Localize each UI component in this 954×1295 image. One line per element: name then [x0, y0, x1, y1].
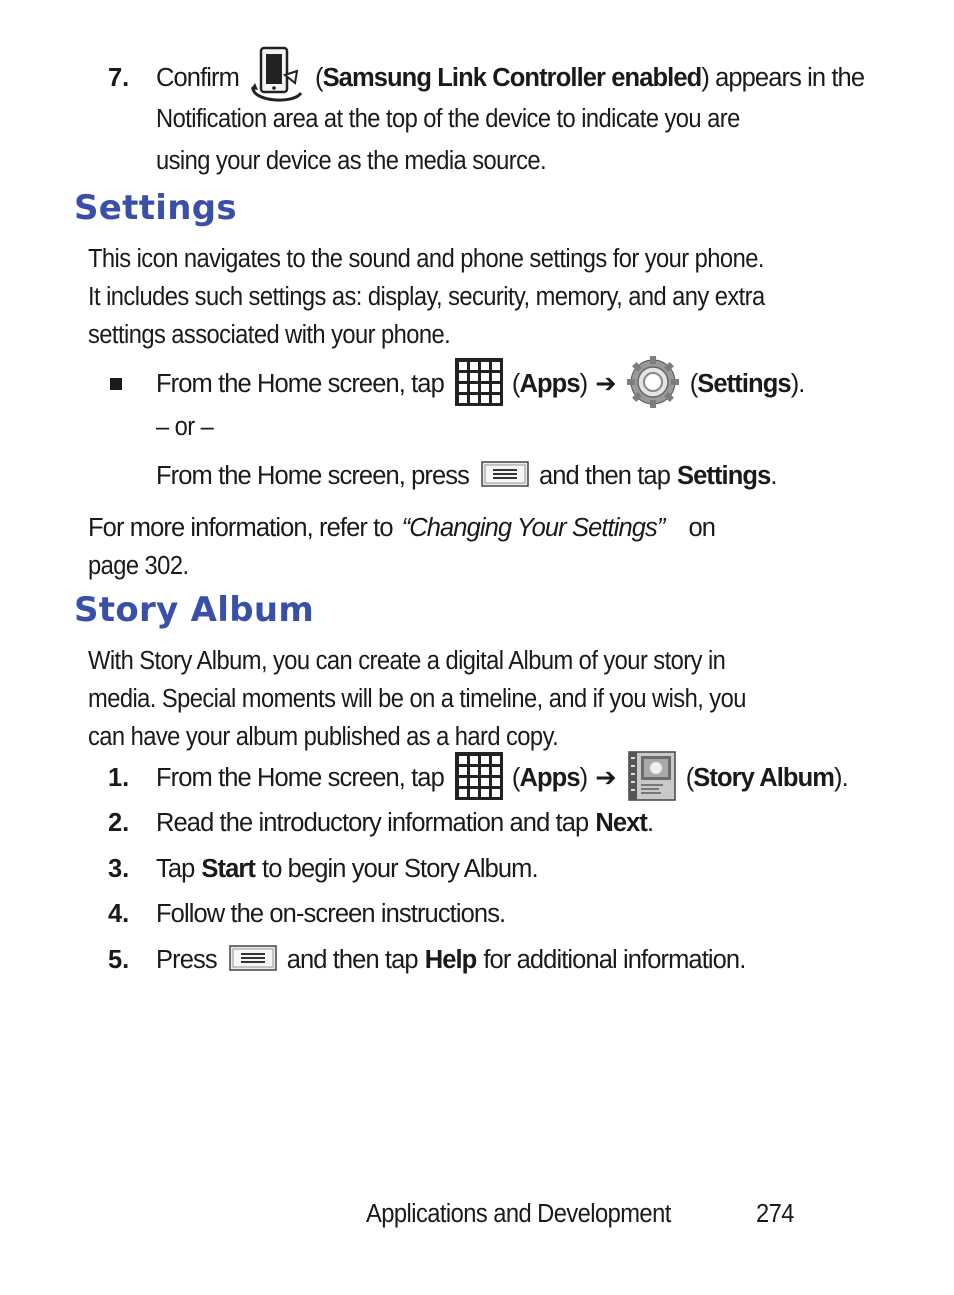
more-info-line	[88, 509, 715, 547]
story-step-5	[156, 941, 745, 979]
more-info-on: on	[688, 514, 716, 542]
story-step-4	[156, 895, 505, 933]
story-para-line: With Story Album, you can create a digital Album of your story in	[88, 647, 726, 675]
bullet-marker	[110, 378, 122, 390]
settings-label: Settings	[697, 370, 791, 398]
bullet-prefix: From the Home screen, tap	[156, 370, 444, 398]
settings-para-line: settings associated with your phone.	[88, 321, 451, 349]
step-number: 4.	[108, 900, 130, 928]
more-info-ref: “Changing Your Settings”	[401, 514, 665, 542]
step-number: 2.	[108, 809, 130, 837]
story-album-label: Story Album	[693, 764, 835, 792]
settings-para-line: It includes such settings as: display, security, memory, and any extra	[88, 283, 765, 311]
step7-after: ) appears in the	[701, 64, 865, 92]
step-number: 5.	[108, 946, 130, 974]
menu-key-icon	[481, 461, 529, 492]
step-suffix: to begin your Story Album.	[262, 855, 538, 883]
story-step-3	[156, 850, 538, 888]
step-mid: and then tap	[286, 946, 418, 974]
step-bold: Start	[201, 855, 256, 883]
story-para-line: media. Special moments will be on a timeline, and if you wish, you	[88, 685, 746, 713]
arrow-icon: ➔	[595, 370, 616, 398]
step-number: 7.	[108, 64, 130, 92]
step-bold: Next	[595, 809, 647, 837]
step7-line3: using your device as the media source.	[156, 147, 547, 175]
settings-press-line: From the Home screen, press and then tap Settings .	[156, 456, 777, 496]
settings-bullet-line: From the Home screen, tap ( Apps ) ➔ ( Settings ).	[156, 356, 804, 412]
arrow-icon: ➔	[595, 764, 616, 792]
step-number: 3.	[108, 855, 130, 883]
step7-line2: Notification area at the top of the device to indicate you are	[156, 105, 740, 133]
story-step-1: From the Home screen, tap ( Apps ) ➔ ( Story Album ).	[156, 751, 848, 805]
story-album-heading: Story Album	[74, 590, 315, 630]
step-bold: Help	[424, 946, 477, 974]
more-info-prefix: For more information, refer to	[88, 514, 393, 542]
settings-para-line: This icon navigates to the sound and phone settings for your phone.	[88, 245, 764, 273]
story-album-app-icon	[628, 751, 676, 806]
step-text: Press	[156, 946, 217, 974]
more-info-page: page 302.	[88, 552, 189, 580]
apps-grid-icon	[454, 751, 504, 806]
settings-gear-icon	[626, 355, 680, 414]
step7-bold-label: Samsung Link Controller enabled	[322, 64, 702, 92]
story-step-2	[156, 804, 653, 842]
press-prefix: From the Home screen, press	[156, 462, 469, 490]
menu-key-icon	[229, 945, 277, 976]
step7-before: Confirm	[156, 64, 239, 92]
step-text: From the Home screen, tap	[156, 764, 444, 792]
step-suffix: for additional information.	[483, 946, 746, 974]
step-text: Tap	[156, 855, 195, 883]
apps-label: Apps	[519, 764, 580, 792]
apps-grid-icon	[454, 357, 504, 412]
press-mid: and then tap	[538, 462, 670, 490]
footer-section-title: Applications and Development	[366, 1200, 671, 1228]
or-separator: – or –	[156, 413, 214, 441]
step7-line1: Confirm ( Samsung Link Controller enabled ) appears in the	[156, 44, 864, 112]
press-bold: Settings	[676, 462, 771, 490]
step-text: Follow the on-screen instructions.	[156, 900, 506, 928]
page-number: 274	[756, 1200, 794, 1228]
settings-heading: Settings	[74, 188, 237, 228]
story-para-line: can have your album published as a hard copy.	[88, 723, 559, 751]
step-suffix: .	[646, 809, 654, 837]
step-text: Read the introductory information and tap	[156, 809, 589, 837]
apps-label: Apps	[519, 370, 580, 398]
step-number: 1.	[108, 764, 130, 792]
